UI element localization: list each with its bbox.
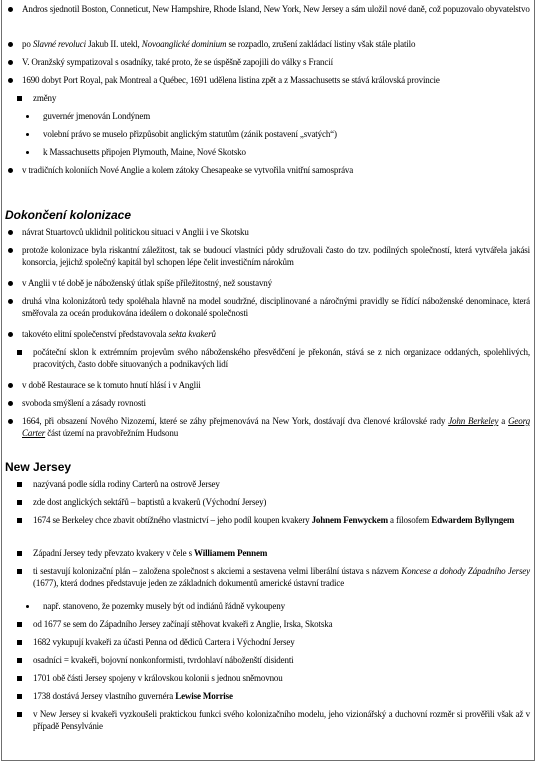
- bullet-dot-icon: [8, 248, 13, 253]
- list-item-text: návrat Stuartovců uklidnil politickou situaci v Anglii i ve Skotsku: [22, 227, 249, 237]
- document-page: [1, 0, 535, 761]
- list-item-text: 1682 vykupují kvakeři za účasti Penna od dědiců Cartera i Východní Jersey: [33, 637, 295, 647]
- bullet-square-icon: [17, 96, 22, 101]
- section-heading: Dokončení kolonizace: [5, 208, 132, 222]
- list-item-text: ti sestavují kolonizační plán – založena společnost s akciemi a sestavena velmi liberální ústava s názvem Koncese a dohody Západního Jersey (1677), která dodnes představuje jeden ze základních dokumentů americké ústavní tradice: [33, 566, 530, 588]
- list-item-text: nazývaná podle sídla rodiny Carterů na ostrově Jersey: [33, 479, 220, 489]
- section-heading: New Jersey: [5, 460, 72, 474]
- bullet-square-icon: [17, 482, 22, 487]
- list-item: [17, 708, 530, 732]
- list-item: [8, 295, 530, 319]
- list-item-text: po Slavné revoluci Jakub II. utekl, Novoanglické dominium se rozpadlo, zrušení zakládací listiny však stále platilo: [22, 39, 416, 49]
- list-item-text: guvernér jmenován Londýnem: [43, 111, 151, 121]
- bullet-square-icon: [17, 712, 22, 717]
- bullet-dot-icon: [8, 7, 13, 12]
- list-item-text: počáteční sklon k extrémním projevům svého náboženského přesvědčení je překonán, stává se z nich organizace oddaných, spolehlivých, pracovitých, často dobře situovaných a podnikavých lidí: [33, 347, 530, 369]
- bullet-dot-icon: [8, 401, 13, 406]
- bullet-square-icon: [17, 658, 22, 663]
- bullet-square-icon: [17, 518, 22, 523]
- list-item-text: V. Oranžský sympatizoval s osadníky, také proto, že se úspěšně zapojili do války s Francií: [22, 57, 333, 67]
- list-item: [8, 415, 530, 439]
- list-item-text: zde dost anglických sektářů – baptistů a kvakerů (Východní Jersey): [33, 497, 267, 507]
- bullet-small-dot-icon: [26, 115, 29, 118]
- bullet-dot-icon: [8, 419, 13, 424]
- list-item: [8, 3, 530, 27]
- bullet-dot-icon: [8, 168, 13, 173]
- list-item-text: v době Restaurace se k tomuto hnutí hlásí i v Anglii: [22, 380, 201, 390]
- bullet-square-icon: [17, 500, 22, 505]
- bullet-square-icon: [17, 551, 22, 556]
- bullet-dot-icon: [8, 383, 13, 388]
- bullet-square-icon: [17, 350, 22, 355]
- list-item-text: v New Jersey si kvakeři vyzkoušeli praktickou funkci svého kolonizačního modelu, jeho vizionářský a duchovní rozměr si prověřili však až v případě Pensylvánie: [33, 709, 530, 731]
- list-item-text: 1674 se Berkeley chce zbavit obtížného vlastnictví – jeho podíl koupen kvakery Johnem Fenwyckem a filosofem Edwardem Byllyngem: [33, 515, 515, 525]
- bullet-small-dot-icon: [26, 605, 29, 608]
- list-item-text: osadníci = kvakeři, bojovní nonkonformisti, tvrdohlaví náboženští disidenti: [33, 655, 294, 665]
- list-item: [17, 514, 530, 538]
- list-item-text: Západní Jersey tedy převzato kvakery v čele s Williamem Pennem: [33, 548, 268, 558]
- list-item: [17, 346, 530, 370]
- list-item-text: např. stanoveno, že pozemky musely být od indiánů řádně vykoupeny: [43, 601, 285, 611]
- list-item-text: 1664, při obsazení Nového Nizozemí, které se záhy přejmenovává na New York, dostávají dva členové královské rady John Berkeley a Georg Carter část území na pravobřežním Hudsonu: [22, 416, 530, 438]
- list-item-text: svoboda smýšlení a zásady rovnosti: [22, 398, 146, 408]
- list-item-text: druhá vlna kolonizátorů tedy spoléhala hlavně na model soudržné, disciplinované a náročnými pravidly se řídící náboženské denominace, která směřovala za oceán produkována ideálem o dokonalé společnosti: [22, 296, 530, 318]
- list-item-text: v tradičních koloniích Nové Anglie a kolem zátoky Chesapeake se vytvořila vnitřní samospráva: [22, 165, 354, 175]
- bullet-small-dot-icon: [26, 133, 29, 136]
- bullet-dot-icon: [8, 230, 13, 235]
- list-item-text: Andros sjednotil Boston, Conneticut, New Hampshire, Rhode Island, New York, New Jersey a sám uložil nové daně, což popuzovalo obyvatelstvo: [22, 4, 530, 14]
- bullet-dot-icon: [8, 299, 13, 304]
- bullet-dot-icon: [8, 60, 13, 65]
- list-item-text: změny: [33, 93, 57, 103]
- bullet-dot-icon: [8, 281, 13, 286]
- list-item-text: takovéto elitní společenství představovala sekta kvakerů: [22, 329, 216, 339]
- bullet-small-dot-icon: [26, 151, 29, 154]
- bullet-dot-icon: [8, 332, 13, 337]
- list-item-text: v Anglii v té době je náboženský útlak spíše příležitostný, než soustavný: [22, 278, 273, 288]
- list-item-text: volební právo se muselo přizpůsobit anglickým statutům (zánik postavení „svatých“): [43, 129, 337, 139]
- list-item-text: 1738 dostává Jersey vlastního guvernéra Lewise Morrise: [33, 691, 233, 701]
- list-item-text: 1690 dobyt Port Royal, pak Montreal a Québec, 1691 udělena listina zpět a z Massachusetts se stává královská provincie: [22, 75, 440, 85]
- list-item: [8, 244, 530, 268]
- list-item: [17, 565, 530, 589]
- bullet-square-icon: [17, 622, 22, 627]
- list-item-text: k Massachusetts připojen Plymouth, Maine, Nové Skotsko: [43, 147, 246, 157]
- bullet-square-icon: [17, 569, 22, 574]
- list-item-text: od 1677 se sem do Západního Jersey začínají stěhovat kvakeři z Anglie, Irska, Skotska: [33, 619, 333, 629]
- bullet-square-icon: [17, 694, 22, 699]
- list-item-text: protože kolonizace byla riskantní záležitost, tak se budoucí vlastníci půdy sdružovali často do tzv. podílných společností, která vytvářela jakási konsorcia, jejichž společný kapitál byl schopen lépe čelit investičním nárokům: [22, 245, 530, 267]
- bullet-square-icon: [17, 676, 22, 681]
- bullet-square-icon: [17, 640, 22, 645]
- name-link: John Berkeley: [448, 416, 499, 426]
- bullet-dot-icon: [8, 78, 13, 83]
- name-link: Georg Carter: [22, 416, 530, 438]
- list-item-text: 1701 obě části Jersey spojeny v královskou kolonii s jednou sněmovnou: [33, 673, 283, 683]
- bullet-dot-icon: [8, 42, 13, 47]
